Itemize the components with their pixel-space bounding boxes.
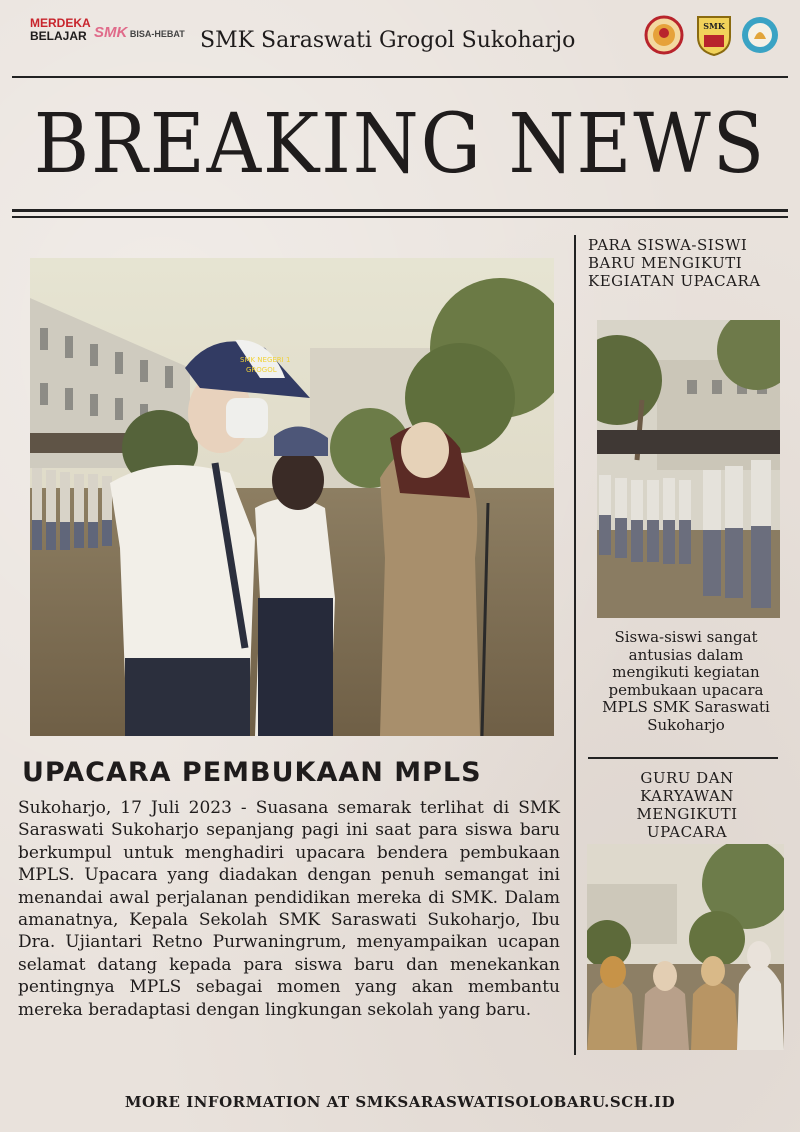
smk-bisa-hebat-logo [94,24,185,41]
school-name: SMK Saraswati Grogol Sukoharjo [200,28,576,53]
merdeka-belajar-logo [30,16,91,43]
cap-text-line2: GROGOL [246,366,277,374]
students-photo-caption: Siswa-siswi sangat antusias dalam mengikuti kegiatan pembukaan upacara MPLS SMK Saraswati Sukoharjo [602,628,770,734]
sidebar-divider [588,757,778,759]
article-title: UPACARA PEMBUKAAN MPLS [22,757,482,788]
article-body: Sukoharjo, 17 Juli 2023 - Suasana semarak terlihat di SMK Saraswati Sukoharjo sepanjang pagi ini saat para siswa baru berkumpul untuk menghadiri upacara bendera pembukaan MPLS. Upacara yang diadakan dengan penuh semangat ini menandai awal perjalanan pendidikan mereka di SMK. Dalam amanatnya, Kepala Sekolah SMK Saraswati Sukoharjo, Ibu Dra. Ujiantari Retno Purwaningrum, menyampaikan ucapan selamat datang kepada para siswa baru dan menekankan pentingnya MPLS sebagai momen yang akan membantu mereka beradaptasi dengan lingkungan sekolah yang baru. [18,798,560,1020]
headline-rule-top [12,209,788,212]
students-line-photo [597,320,780,618]
column-divider [574,235,576,1055]
badge-center-text: SMK [703,21,725,31]
headline-rule-bottom [12,216,788,218]
logo-merdeka-line1: MERDEKA [30,16,91,30]
header-rule [12,76,788,78]
school-emblem-icon [644,13,684,57]
footer-more-info: MORE INFORMATION AT SMKSARASWATISOLOBARU.SCH.ID [124,1093,676,1111]
tut-wuri-handayani-icon [740,13,780,57]
breaking-news-headline: BREAKING NEWS [33,97,767,192]
sidebar-heading-students: PARA SISWA-SISWI BARU MENGIKUTI KEGIATAN UPACARA [588,236,761,290]
logo-smk-text: SMK [94,24,128,41]
smk-shield-icon [694,13,734,57]
sidebar-heading-teachers: GURU DAN KARYAWAN MENGIKUTI UPACARA [636,769,738,841]
cap-text-line1: SMK NEGERI 1 [240,356,291,364]
logo-merdeka-line2: BELAJAR [30,29,87,43]
teachers-photo [587,844,784,1050]
main-ceremony-photo [30,258,554,736]
logo-smk-tagline: BISA-HEBAT [129,29,185,39]
